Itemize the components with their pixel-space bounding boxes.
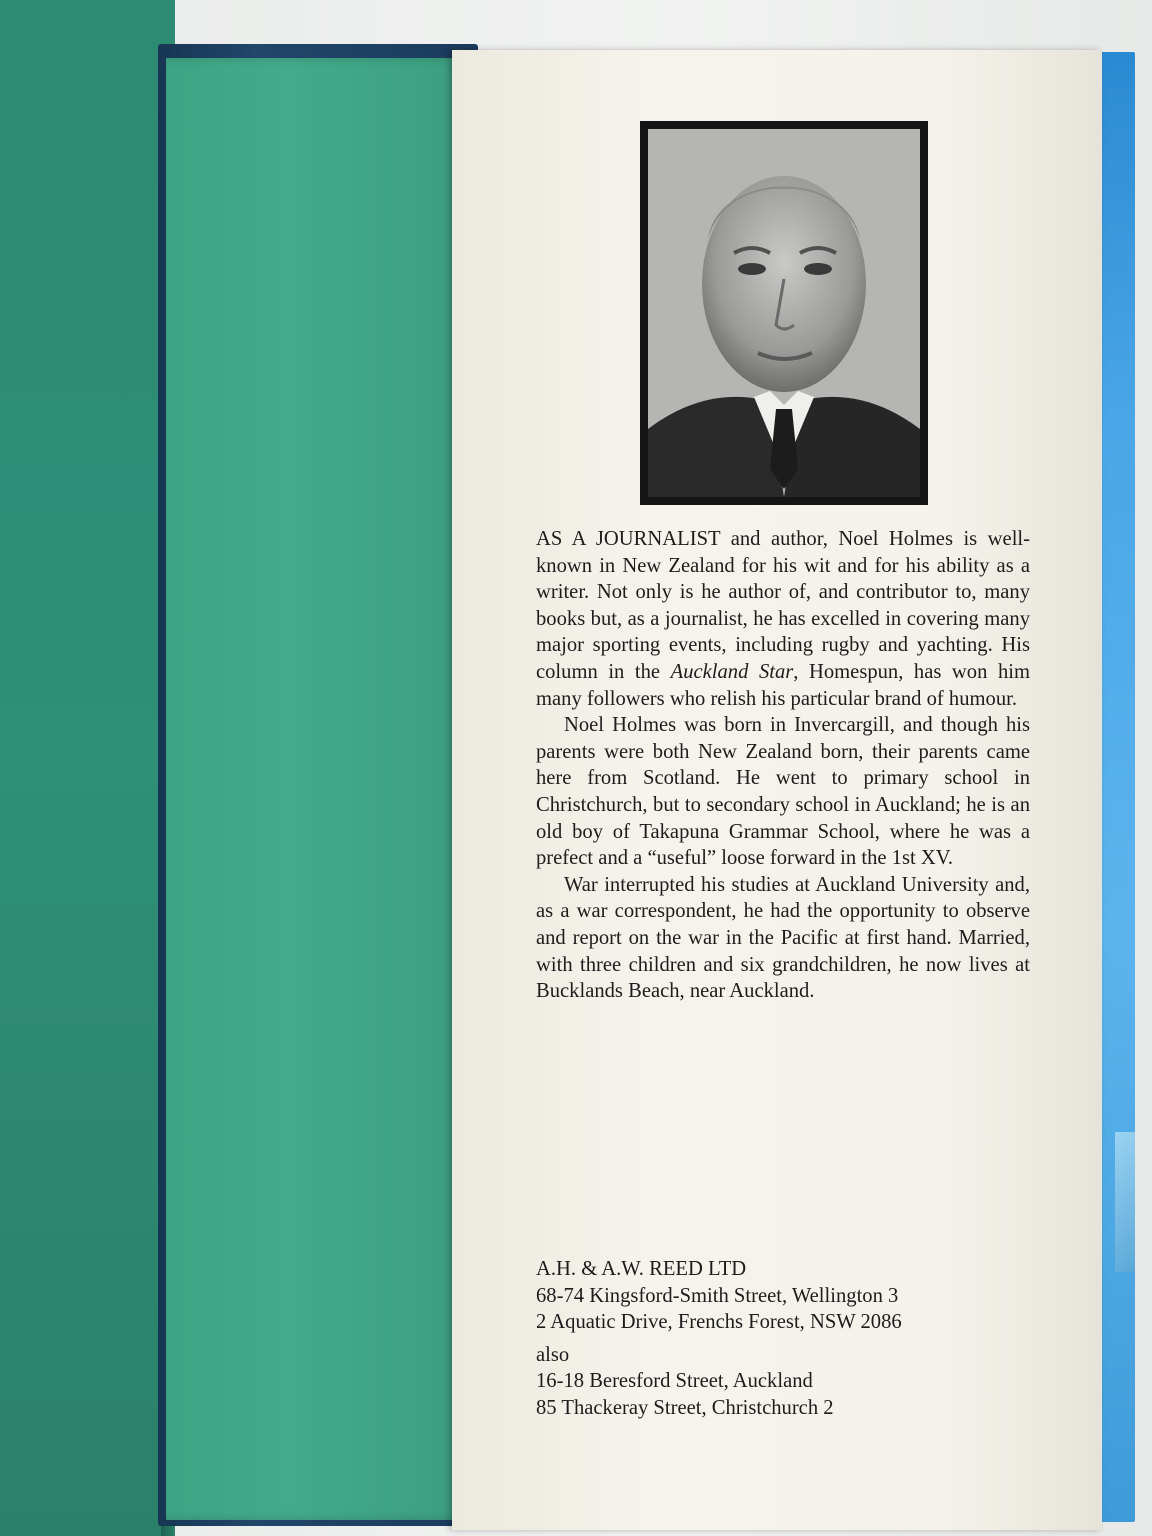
bio-p1-text-b: , Homespun, has won him many followers who relish his particular brand of humour. (536, 660, 1030, 710)
bio-paragraph-3: War interrupted his studies at Auckland University and, as a war correspondent, he had the opportunity to observe and report on the war in the Pacific at first hand. Married, with three children and six grandchildren, he now lives at Bucklands Beach, near Auckland. (536, 873, 1030, 1003)
publisher-address-2: 2 Aquatic Drive, Frenchs Forest, NSW 2086 (536, 1311, 902, 1334)
bio-paragraph-1 (536, 526, 1030, 712)
bio-p1-text-a: and author, Noel Holmes is well-known in New Zealand for his wit and for his ability as a writer. Not only is he author of, and contributor to, many books but, as a journalist, he has excelled in covering many major sporting events, including rugby and yachting. His column in the (536, 528, 1030, 683)
publisher-block (536, 1256, 1036, 1422)
bio-paragraph-2: Noel Holmes was born in Invercargill, and though his parents were both New Zealand born, their parents came here from Scotland. He went to primary school in Christchurch, but to secondary school in Auckland; he is an old boy of Takapuna Grammar School, where he was a prefect and a “useful” loose forward in the 1st XV. (536, 714, 1030, 870)
publisher-name: A.H. & A.W. REED LTD (536, 1258, 747, 1280)
author-biography (536, 526, 1030, 1005)
author-portrait-image (648, 129, 920, 497)
publisher-also: also (536, 1343, 570, 1366)
author-photo (640, 121, 928, 505)
publisher-address-1: 68-74 Kingsford-Smith Street, Wellington 3 (536, 1284, 899, 1307)
book-board-edge (0, 0, 175, 1536)
publisher-address-4: 85 Thackeray Street, Christchurch 2 (536, 1396, 834, 1419)
bio-lead-caps: AS A JOURNALIST (536, 528, 721, 550)
green-endpaper (166, 58, 466, 1520)
publisher-address-3: 16-18 Beresford Street, Auckland (536, 1370, 813, 1393)
newspaper-title: Auckland Star (670, 660, 794, 683)
portrait-illustration (648, 129, 920, 497)
